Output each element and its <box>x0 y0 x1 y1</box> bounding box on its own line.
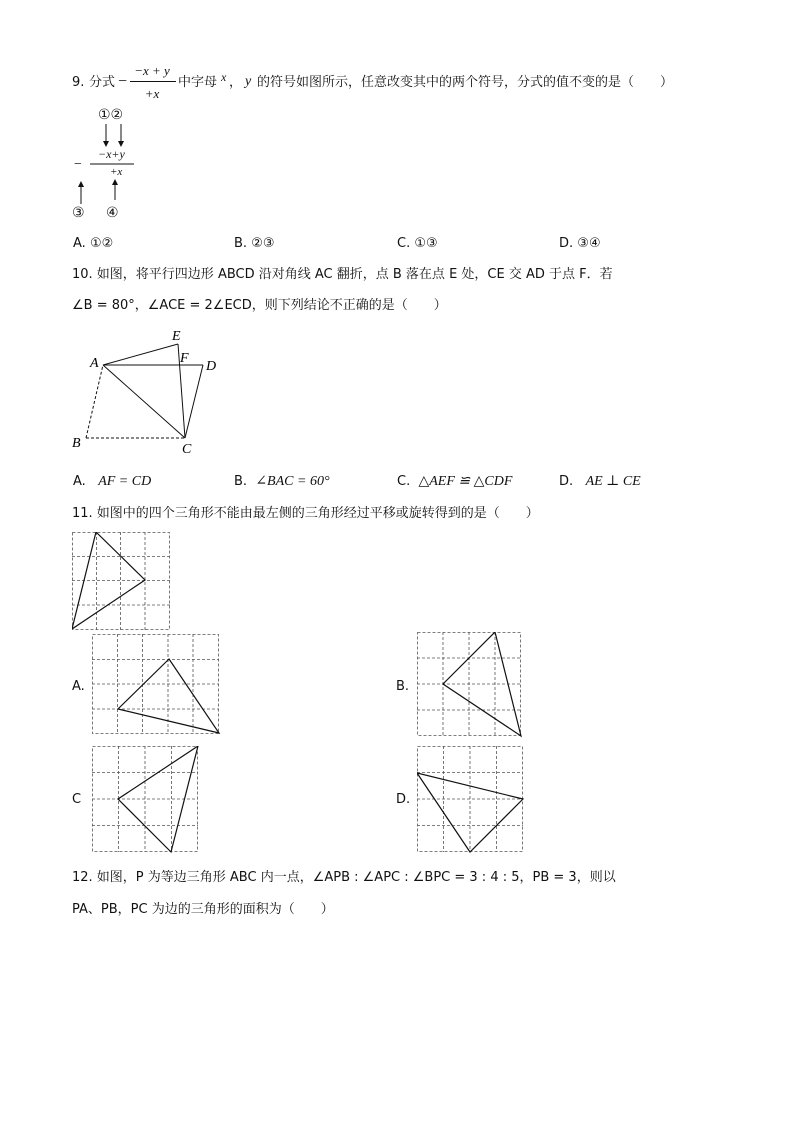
q9-marks-1-2: ①② <box>98 107 124 123</box>
label-a: A <box>90 356 99 371</box>
label-f: F <box>180 351 189 366</box>
q9-fraction-numerator: −x + y <box>134 63 170 78</box>
label-b: B <box>72 436 81 451</box>
q9-comma: ， <box>229 75 243 90</box>
q9-option-b[interactable]: B. ②③ <box>234 236 275 251</box>
q9-prefix: 分式 <box>89 75 116 90</box>
q11-option-a-label[interactable]: A. <box>72 679 85 694</box>
q11-option-d-grid[interactable] <box>417 746 525 854</box>
q12-line-2: PA、PB，PC 为边的三角形的面积为（ ） <box>72 902 334 917</box>
segment-ab-dashed <box>86 365 103 438</box>
segment-ae <box>103 344 178 365</box>
q9-mark-3: ③ <box>72 205 85 221</box>
label-d: D <box>206 359 217 374</box>
q11-option-a-triangle <box>118 659 219 733</box>
q11-option-c-grid[interactable] <box>92 746 200 854</box>
q11-option-b-label[interactable]: B. <box>396 679 410 694</box>
q12-line-1: 12. 如图，P 为等边三角形 ABC 内一点，∠APB : ∠APC : ∠BPC = 3 : 4 : 5，PB = 3，则以 <box>72 870 616 885</box>
q9-option-d[interactable]: D. ③④ <box>559 236 601 251</box>
q9-question-text: 的符号如图所示，任意改变其中的两个符号，分式的值不变的是（ ） <box>257 75 674 90</box>
q9-diagram-numerator: −x+y <box>98 147 125 161</box>
segment-dc <box>185 365 203 438</box>
q10-option-d[interactable]: D. AE ⊥ CE <box>559 474 641 489</box>
q9-mid-text: 中字母 <box>178 75 218 90</box>
q10-line-1: 10. 如图，将平行四边形 ABCD 沿对角线 AC 翻折，点 B 落在点 E 处，CE 交 AD 于点 F．若 <box>72 267 613 282</box>
q10-line-2: ∠B = 80°，∠ACE = 2∠ECD，则下列结论不正确的是（ ） <box>72 298 447 313</box>
q11-option-b-grid[interactable] <box>417 632 523 738</box>
q10-parallelogram-figure <box>60 320 230 460</box>
q11-option-c-label[interactable]: C <box>72 792 82 807</box>
q11-option-d-label[interactable]: D. <box>396 792 411 807</box>
q9-option-a[interactable]: A. ①② <box>73 236 114 251</box>
q11-option-a-grid[interactable] <box>92 634 222 736</box>
q9-fraction-bar <box>130 81 176 82</box>
label-c: C <box>182 442 192 457</box>
q9-var-y: y <box>245 74 252 89</box>
q9-option-c[interactable]: C. ①③ <box>397 236 438 251</box>
q11-reference-grid <box>72 532 172 632</box>
q9-fraction-denominator: +x <box>144 86 160 101</box>
q10-option-c[interactable]: C. △AEF ≌ △CDF <box>397 474 513 489</box>
q9-minus-sign: − <box>118 73 128 90</box>
segment-ac <box>103 365 185 438</box>
q9-diagram-minus: − <box>74 157 82 172</box>
q10-option-b[interactable]: B. ∠BAC = 60° <box>234 474 330 489</box>
q10-option-a[interactable]: A. AF = CD <box>73 474 152 489</box>
label-e: E <box>172 329 181 344</box>
q9-var-x: x <box>221 70 227 84</box>
q9-mark-4: ④ <box>106 205 119 221</box>
q11-line-1: 11. 如图中的四个三角形不能由最左侧的三角形经过平移或旋转得到的是（ ） <box>72 506 539 521</box>
q9-number: 9. <box>72 75 85 90</box>
q9-diagram-denominator: +x <box>110 166 123 178</box>
